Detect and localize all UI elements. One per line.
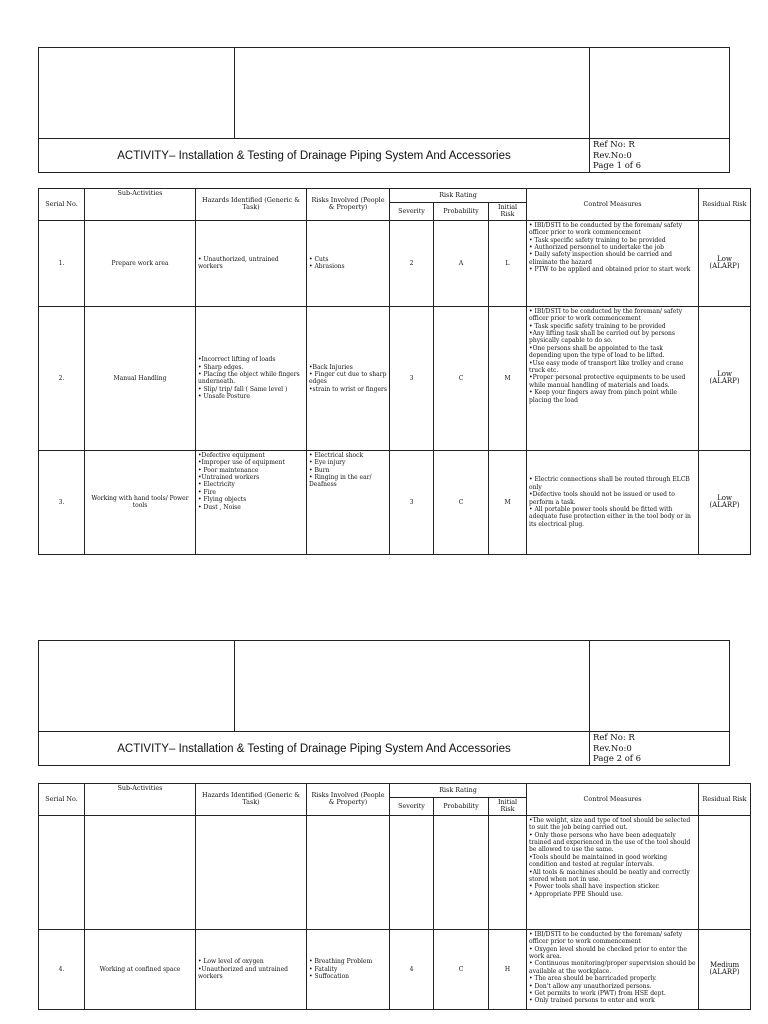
risks-cell <box>307 450 390 554</box>
logo-cell <box>39 48 235 138</box>
col-risk-rating: Risk Rating <box>390 189 527 203</box>
col-severity: Severity <box>390 203 434 221</box>
header-logo-row <box>39 48 729 139</box>
risks-cell <box>307 815 390 929</box>
hazard-item: • Unsafe Posture <box>198 393 250 401</box>
initial-risk-cell: M <box>489 306 527 450</box>
company-cell <box>234 641 590 731</box>
control-item: • Daily safety inspection should be carried and eliminate the hazard <box>529 251 673 266</box>
col-serial: Serial No. <box>39 784 85 816</box>
control-item: • Continuous monitoring/proper supervision should be available at the workplace. <box>529 960 696 975</box>
serial-cell: 4. <box>39 929 85 1009</box>
col-probability: Probability <box>434 798 489 816</box>
hazard-item: •Incorrect lifting of loads <box>198 356 276 364</box>
residual-cell: Low (ALARP) <box>699 220 751 306</box>
control-item: • PTW to be applied and obtained prior to start work <box>529 266 691 274</box>
risk-item: • Suffocation <box>309 973 350 981</box>
control-item: •Tools should be maintained in good working condition and tested at regular intervals. <box>529 853 668 869</box>
header-logo-row <box>39 641 729 732</box>
hazard-item: • Unauthorized, untrained workers <box>198 255 279 271</box>
risk-item: •strain to wrist or fingers <box>309 385 388 393</box>
hazard-item: • Sharp edges. <box>198 363 244 371</box>
control-item: •Use easy mode of transport like trolley and crane truck etc. <box>529 359 684 375</box>
risks-cell <box>307 220 390 306</box>
residual-cell: Medium (ALARP) <box>699 929 751 1009</box>
control-item: • Keep your fingers away from pinch point while placing the load <box>529 389 677 404</box>
table-row <box>39 815 751 929</box>
control-item: • Electric connections shall be routed through ELCB only <box>529 476 690 491</box>
hazard-item: • Flying objects <box>198 496 247 504</box>
col-residual: Residual Risk <box>699 189 751 221</box>
sub-activity-cell: Working at confined space <box>85 929 196 1009</box>
activity-title: ACTIVITY– Installation & Testing of Drainage Piping System And Accessories <box>39 731 590 766</box>
sub-activity-cell: Working with hand tools/ Power tools <box>85 450 196 554</box>
col-risks: Risks Involved (People & Property) <box>307 784 390 816</box>
controls-cell <box>527 306 699 450</box>
sub-activity-cell <box>85 815 196 929</box>
risk-item: • Finger cut due to sharp edges <box>309 370 387 386</box>
rev-no: Rev.No:0 <box>593 150 632 161</box>
col-residual: Residual Risk <box>699 784 751 816</box>
risk-item: • Cuts <box>309 255 329 263</box>
initial-risk-cell: H <box>489 929 527 1009</box>
col-serial: Serial No. <box>39 189 85 221</box>
risks-cell <box>307 306 390 450</box>
hazard-item: • Fire <box>198 488 216 496</box>
document-header-page2 <box>38 640 730 766</box>
hazards-cell <box>196 815 307 929</box>
page-number: Page 2 of 6 <box>593 754 642 764</box>
residual-cell <box>699 815 751 929</box>
control-item: • Task specific safety training to be provided <box>529 322 666 330</box>
control-item: • Appropriate PPE Should use. <box>529 890 623 898</box>
serial-cell: 2. <box>39 306 85 450</box>
table-row <box>39 220 751 306</box>
hazards-cell <box>196 450 307 554</box>
risk-table-page1 <box>38 188 751 555</box>
serial-cell <box>39 815 85 929</box>
severity-cell: 4 <box>390 929 434 1009</box>
table-row <box>39 450 751 554</box>
controls-cell <box>527 929 699 1009</box>
col-initial: Initial Risk <box>489 203 527 221</box>
initial-risk-cell: M <box>489 450 527 554</box>
table-row <box>39 306 751 450</box>
col-sub-activities: Sub-Activities <box>85 189 196 221</box>
col-probability: Probability <box>434 203 489 221</box>
ref-block <box>593 733 641 765</box>
control-item: • All portable power tools should be fitted with adequate fuse protection either in the tool body or in its electrical plug. <box>529 506 691 528</box>
controls-cell <box>527 220 699 306</box>
ref-no: Ref No: R <box>593 140 635 150</box>
document-header-page1 <box>38 47 730 173</box>
control-item: •One persons shall be appointed to the task depending upon the type of load to be lifted. <box>529 344 665 360</box>
hazard-item: • Placing the object while fingers underneath. <box>198 370 300 386</box>
risk-item: • Ringing in the ear/ Deafness <box>309 474 372 489</box>
control-item: • Task specific safety training to be provided <box>529 236 666 244</box>
control-item: •Proper personal protective equipments to be used while manual handling of materials and loads. <box>529 374 686 389</box>
col-initial: Initial Risk <box>489 798 527 816</box>
risk-table-page2 <box>38 783 751 1010</box>
control-item: • Only those persons who have been adequately trained and experienced in the use of the tool should be allowed to use the same. <box>529 831 691 854</box>
rev-no: Rev.No:0 <box>593 743 632 754</box>
severity-cell <box>390 815 434 929</box>
probability-cell: C <box>434 450 489 554</box>
hazard-item: •Defective equipment <box>198 451 265 459</box>
risk-item: • Breathing Problem <box>309 958 373 966</box>
severity-cell: 2 <box>390 220 434 306</box>
probability-cell: C <box>434 306 489 450</box>
hazards-cell <box>196 306 307 450</box>
company-cell <box>234 48 590 138</box>
col-hazards: Hazards Identified (Generic & Task) <box>196 189 307 221</box>
risk-item: •Back Injuries <box>309 363 353 371</box>
table-row <box>39 929 751 1009</box>
hazard-item: • Slip/ trip/ fall ( Same level ) <box>198 385 288 393</box>
serial-cell: 3. <box>39 450 85 554</box>
hazard-item: •Unauthorized and untrained workers <box>198 965 288 981</box>
serial-cell: 1. <box>39 220 85 306</box>
probability-cell: C <box>434 929 489 1009</box>
activity-title: ACTIVITY– Installation & Testing of Drainage Piping System And Accessories <box>39 138 590 173</box>
risks-cell <box>307 929 390 1009</box>
severity-cell: 3 <box>390 450 434 554</box>
control-item: • Authorized personnel to undertake the job <box>529 244 664 252</box>
col-risks: Risks Involved (People & Property) <box>307 189 390 221</box>
hazard-item: • Electricity <box>198 481 235 489</box>
hazard-item: • Poor maintenance <box>198 466 259 474</box>
control-item: • IBI/DSTI to be conducted by the foreman/ safety officer prior to work commencement <box>529 307 683 323</box>
hazard-item: • Low level of oxygen <box>198 958 264 966</box>
control-item: • IBI/DSTI to be conducted by the foreman/ safety officer prior to work commencement <box>529 221 683 237</box>
hazard-item: •Untrained workers <box>198 474 260 482</box>
hazards-cell <box>196 929 307 1009</box>
col-risk-rating: Risk Rating <box>390 784 527 798</box>
residual-cell: Low (ALARP) <box>699 450 751 554</box>
risk-item: • Fatality <box>309 965 338 973</box>
col-sub-activities: Sub-Activities <box>85 784 196 816</box>
col-hazards: Hazards Identified (Generic & Task) <box>196 784 307 816</box>
control-item: • Oxygen level should be checked prior to enter the work area. <box>529 945 687 961</box>
control-item: • Power tools shall have inspection sticker. <box>529 883 660 891</box>
control-item: • Get permits to work (PWT) from HSE dept. <box>529 990 666 998</box>
risk-item: • Burn <box>309 466 330 474</box>
control-item: •The weight, size and type of tool should be selected to suit the job being carried out. <box>529 816 691 832</box>
control-item: • Don't allow any unauthorized persons. <box>529 982 652 990</box>
control-item: • IBI/DSTI to be conducted by the foreman/ safety officer prior to work commencement <box>529 930 683 946</box>
probability-cell <box>434 815 489 929</box>
probability-cell: A <box>434 220 489 306</box>
hazards-cell <box>196 220 307 306</box>
ref-no: Ref No: R <box>593 733 635 743</box>
hazard-item: • Dust , Noise <box>198 503 241 511</box>
logo-cell <box>39 641 235 731</box>
sub-activity-cell: Prepare work area <box>85 220 196 306</box>
risk-item: • Abrasions <box>309 263 345 271</box>
controls-cell <box>527 815 699 929</box>
initial-risk-cell: L <box>489 220 527 306</box>
control-item: •Defective tools should not be issued or used to perform a task. <box>529 491 675 506</box>
control-item: • The area should be barricaded properly. <box>529 975 657 983</box>
hazard-item: •Improper use of equipment <box>198 459 285 467</box>
severity-cell: 3 <box>390 306 434 450</box>
control-item: •All tools & machines should be neatly and correctly stored when not in use. <box>529 868 690 884</box>
initial-risk-cell <box>489 815 527 929</box>
controls-cell <box>527 450 699 554</box>
ref-block <box>593 140 641 172</box>
risk-item: • Electrical shock <box>309 451 364 459</box>
sub-activity-cell: Manual Handling <box>85 306 196 450</box>
col-control: Control Measures <box>527 784 699 816</box>
header-title-row <box>39 138 729 173</box>
risk-item: • Eye injury <box>309 459 346 467</box>
header-title-row <box>39 731 729 766</box>
col-control: Control Measures <box>527 189 699 221</box>
control-item: • Only trained persons to enter and work <box>529 997 655 1005</box>
residual-cell: Low (ALARP) <box>699 306 751 450</box>
control-item: •Any lifting task shall be carried out by persons physically capable to do so. <box>529 330 675 345</box>
page-number: Page 1 of 6 <box>593 161 642 171</box>
col-severity: Severity <box>390 798 434 816</box>
